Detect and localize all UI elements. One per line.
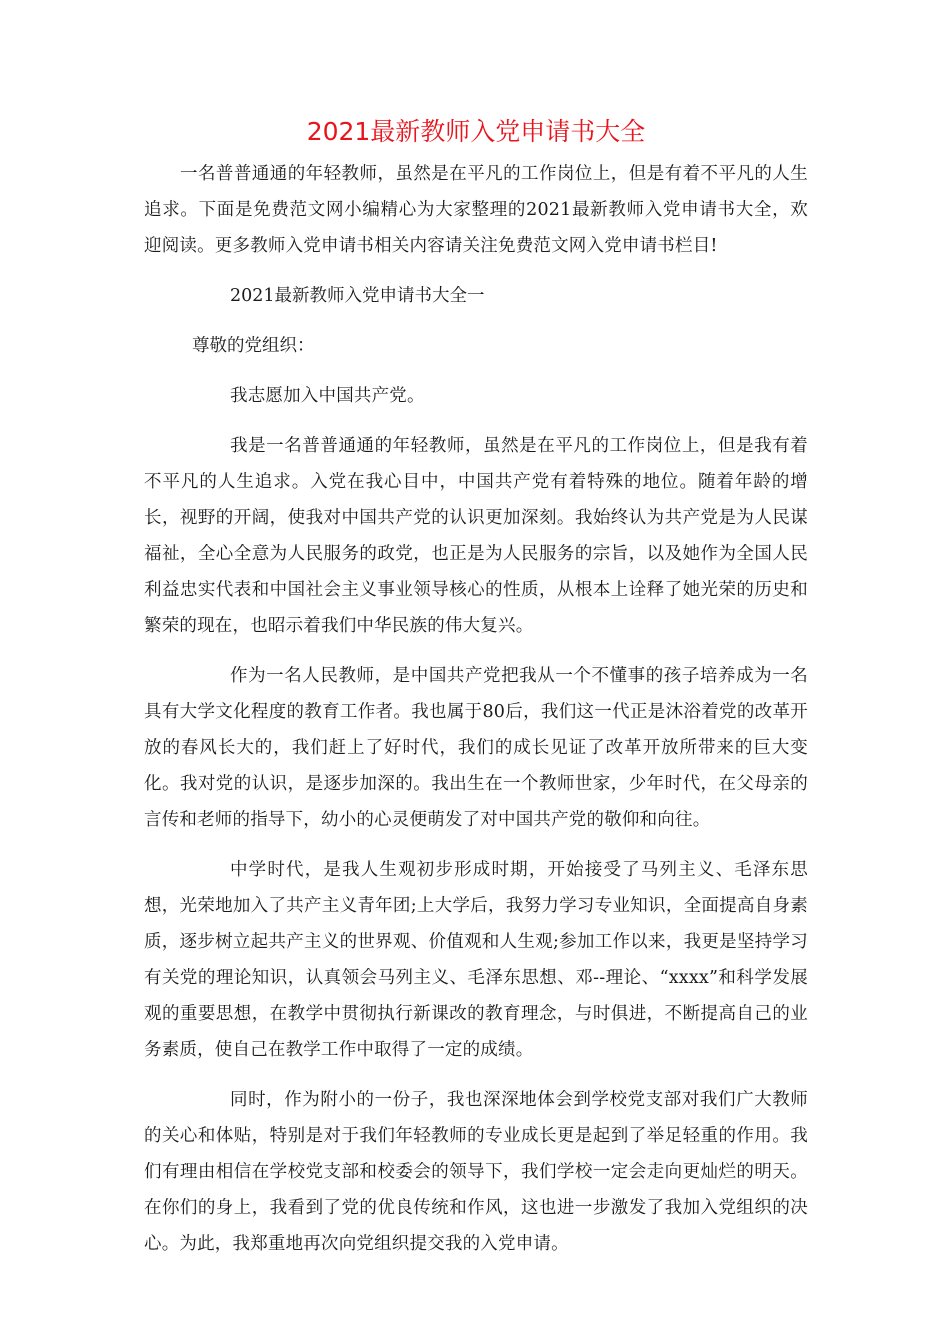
intro-paragraph: 一名普普通通的年轻教师，虽然是在平凡的工作岗位上，但是有着不平凡的人生追求。下面是免费范文网小编精心为大家整理的2021最新教师入党申请书大全，欢迎阅读。更多教师入党申请书相关内容请关注免费范文网入党申请书栏目! — [144, 164, 808, 256]
body-paragraph-2: 我是一名普普通通的年轻教师，虽然是在平凡的工作岗位上，但是我有着不平凡的人生追求。入党在我心目中，中国共产党有着特殊的地位。随着年龄的增长，视野的开阔，使我对中国共产党的认识更加深刻。我始终认为共产党是为人民谋福祉，全心全意为人民服务的政党，也正是为人民服务的宗旨，以及她作为全国人民利益忠实代表和中国社会主义事业领导核心的性质，从根本上诠释了她光荣的历史和繁荣的现在，也昭示着我们中华民族的伟大复兴。 — [144, 436, 808, 636]
body-paragraph-1: 我志愿加入中国共产党。 — [230, 386, 425, 406]
body-paragraph-3: 作为一名人民教师，是中国共产党把我从一个不懂事的孩子培养成为一名具有大学文化程度的教育工作者。我也属于80后，我们这一代正是沐浴着党的改革开放的春风长大的，我们赶上了好时代，我们的成长见证了改革开放所带来的巨大变化。我对党的认识，是逐步加深的。我出生在一个教师世家，少年时代，在父母亲的言传和老师的指导下，幼小的心灵便萌发了对中国共产党的敬仰和向往。 — [144, 666, 808, 830]
document-page — [144, 112, 808, 1262]
salutation: 尊敬的党组织： — [192, 336, 315, 356]
section-heading: 2021最新教师入党申请书大全一 — [230, 286, 485, 306]
body-paragraph-5: 同时，作为附小的一份子，我也深深地体会到学校党支部对我们广大教师的关心和体贴，特别是对于我们年轻教师的专业成长更是起到了举足轻重的作用。我们有理由相信在学校党支部和校委会的领导下，我们学校一定会走向更灿烂的明天。在你们的身上，我看到了党的优良传统和作风，这也进一步激发了我加入党组织的决心。为此，我郑重地再次向党组织提交我的入党申请。 — [144, 1090, 808, 1254]
document-title: 2021最新教师入党申请书大全 — [306, 117, 646, 146]
body-paragraph-4: 中学时代，是我人生观初步形成时期，开始接受了马列主义、毛泽东思想，光荣地加入了共产主义青年团;上大学后，我努力学习专业知识，全面提高自身素质，逐步树立起共产主义的世界观、价值观和人生观;参加工作以来，我更是坚持学习有关党的理论知识，认真领会马列主义、毛泽东思想、邓--理论、“xxxx”和科学发展观的重要思想，在教学中贯彻执行新课改的教育理念，与时俱进，不断提高自己的业务素质，使自己在教学工作中取得了一定的成绩。 — [144, 860, 808, 1060]
